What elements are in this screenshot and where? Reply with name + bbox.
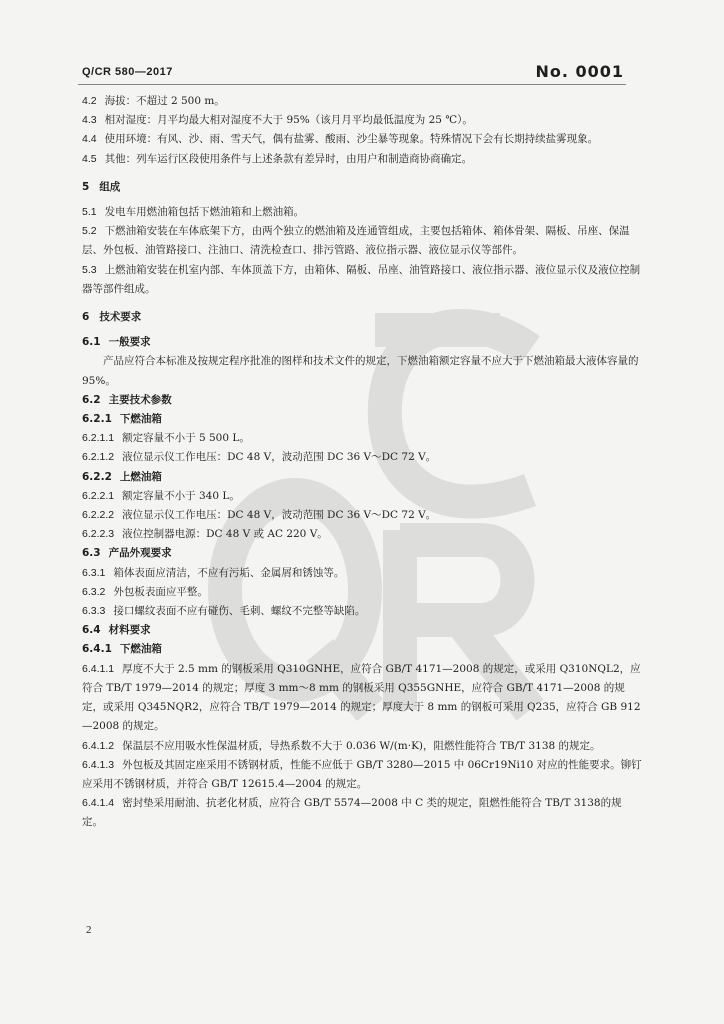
clause-4-2: 4.2 海拔：不超过 2 500 m。: [82, 95, 225, 107]
section-6-heading: 6 技术要求: [82, 311, 142, 324]
clause-6-1-body: 产品应符合本标准及按规定程序批准的图样和技术文件的规定，下燃油箱额定容量不应大于下燃油箱最大液体容量的 95%。: [82, 355, 639, 387]
clause-6-2-2-2: 6.2.2.2 液位显示仪工作电压：DC 48 V，波动范围 DC 36 V～DC 72 V。: [82, 509, 437, 522]
clause-6-2-2-1: 6.2.2.1 额定容量不小于 340 L。: [82, 489, 240, 502]
clause-4-3: 4.3 相对湿度：月平均最大相对湿度不大于 95%（该月月平均最低温度为 25 ℃）。: [82, 114, 473, 127]
serial-number: No. 0001: [535, 62, 624, 81]
clause-6-3-heading: 6.3 产品外观要求: [82, 547, 172, 560]
clause-6-4-1-heading: 6.4.1 下燃油箱: [82, 643, 162, 656]
clause-6-2-1-2: 6.2.1.2 液位显示仪工作电压：DC 48 V，波动范围 DC 36 V～DC 72 V。: [82, 451, 437, 464]
page-number: 2: [86, 924, 92, 936]
clause-4-4: 4.4 使用环境：有风、沙、雨、雪天气，偶有盐雾、酸雨、沙尘暴等现象。特殊情况下会有长期持续盐雾现象。: [82, 133, 599, 146]
clause-6-4-1-2: 6.4.1.2 保温层不应用吸水性保温材质，导热系数不大于 0.036 W/(m·K)，阻燃性能符合 TB/T 3138 的规定。: [82, 739, 601, 752]
clause-6-2-2-3: 6.2.2.3 液位控制器电源：DC 48 V 或 AC 220 V。: [82, 528, 328, 541]
clause-6-2-1-1: 6.2.1.1 额定容量不小于 5 500 L。: [82, 432, 250, 445]
clause-6-3-1: 6.3.1 箱体表面应清洁，不应有污垢、金属屑和锈蚀等。: [82, 566, 345, 579]
clause-4-5: 4.5 其他：列车运行区段使用条件与上述条款有差异时，由用户和制造商协商确定。: [82, 152, 473, 165]
clause-6-3-3: 6.3.3 接口螺纹表面不应有碰伤、毛刺、螺纹不完整等缺陷。: [82, 605, 366, 618]
clause-5-2: 5.2 下燃油箱安装在车体底架下方，由两个独立的燃油箱及连通管组成，主要包括箱体、箱体骨架、隔板、吊座、保温层、外包板、油管路接口、注油口、清洗检查口、排污管路、液位指示器、液位显示仪等部件。: [82, 225, 630, 257]
document-body: [82, 92, 642, 833]
clause-6-3-2: 6.3.2 外包板表面应平整。: [82, 585, 208, 598]
clause-6-2-1-heading: 6.2.1 下燃油箱: [82, 413, 162, 426]
clause-6-4-heading: 6.4 材料要求: [82, 624, 151, 637]
clause-6-4-1-1: 6.4.1.1 厚度不大于 2.5 mm 的钢板采用 Q310GNHE，应符合 GB/T 4171—2008 的规定，或采用 Q310NQL2，应符合 TB/T 1979—2014 的规定；厚度 3 mm～8 mm 的钢板采用 Q355GNHE，应符合 GB/T 4171—2008 的规定，或采用 Q345NQR2，应符合 TB/T 1979—2014 的规定；厚度大于 8 mm 的钢板可采用 Q235，应符合 GB 912—2008 的规定。: [82, 662, 641, 733]
document-code: Q/CR 580—2017: [82, 66, 173, 78]
header-divider: [78, 84, 626, 85]
clause-5-1: 5.1 发电车用燃油箱包括下燃油箱和上燃油箱。: [82, 206, 305, 219]
clause-5-3: 5.3 上燃油箱安装在机室内部、车体顶盖下方，由箱体、隔板、吊座、油管路接口、液位指示器、液位显示仪及液位控制器等部件组成。: [82, 263, 641, 295]
clause-6-2-2-heading: 6.2.2 上燃油箱: [82, 470, 162, 483]
clause-6-2-heading: 6.2 主要技术参数: [82, 393, 172, 406]
clause-6-4-1-4: 6.4.1.4 密封垫采用耐油、抗老化材质，应符合 GB/T 5574—2008 中 C 类的规定，阻燃性能符合 TB/T 3138的规定。: [82, 797, 622, 829]
section-5-heading: 5 组成: [82, 180, 121, 193]
clause-6-1-heading: 6.1 一般要求: [82, 336, 151, 349]
clause-6-4-1-3: 6.4.1.3 外包板及其固定座采用不锈钢材质，性能不应低于 GB/T 3280—2015 中 06Cr19Ni10 对应的性能要求。铆钉应采用不锈钢材质，并符合 GB/T 12615.4—2004 的规定。: [82, 758, 642, 790]
